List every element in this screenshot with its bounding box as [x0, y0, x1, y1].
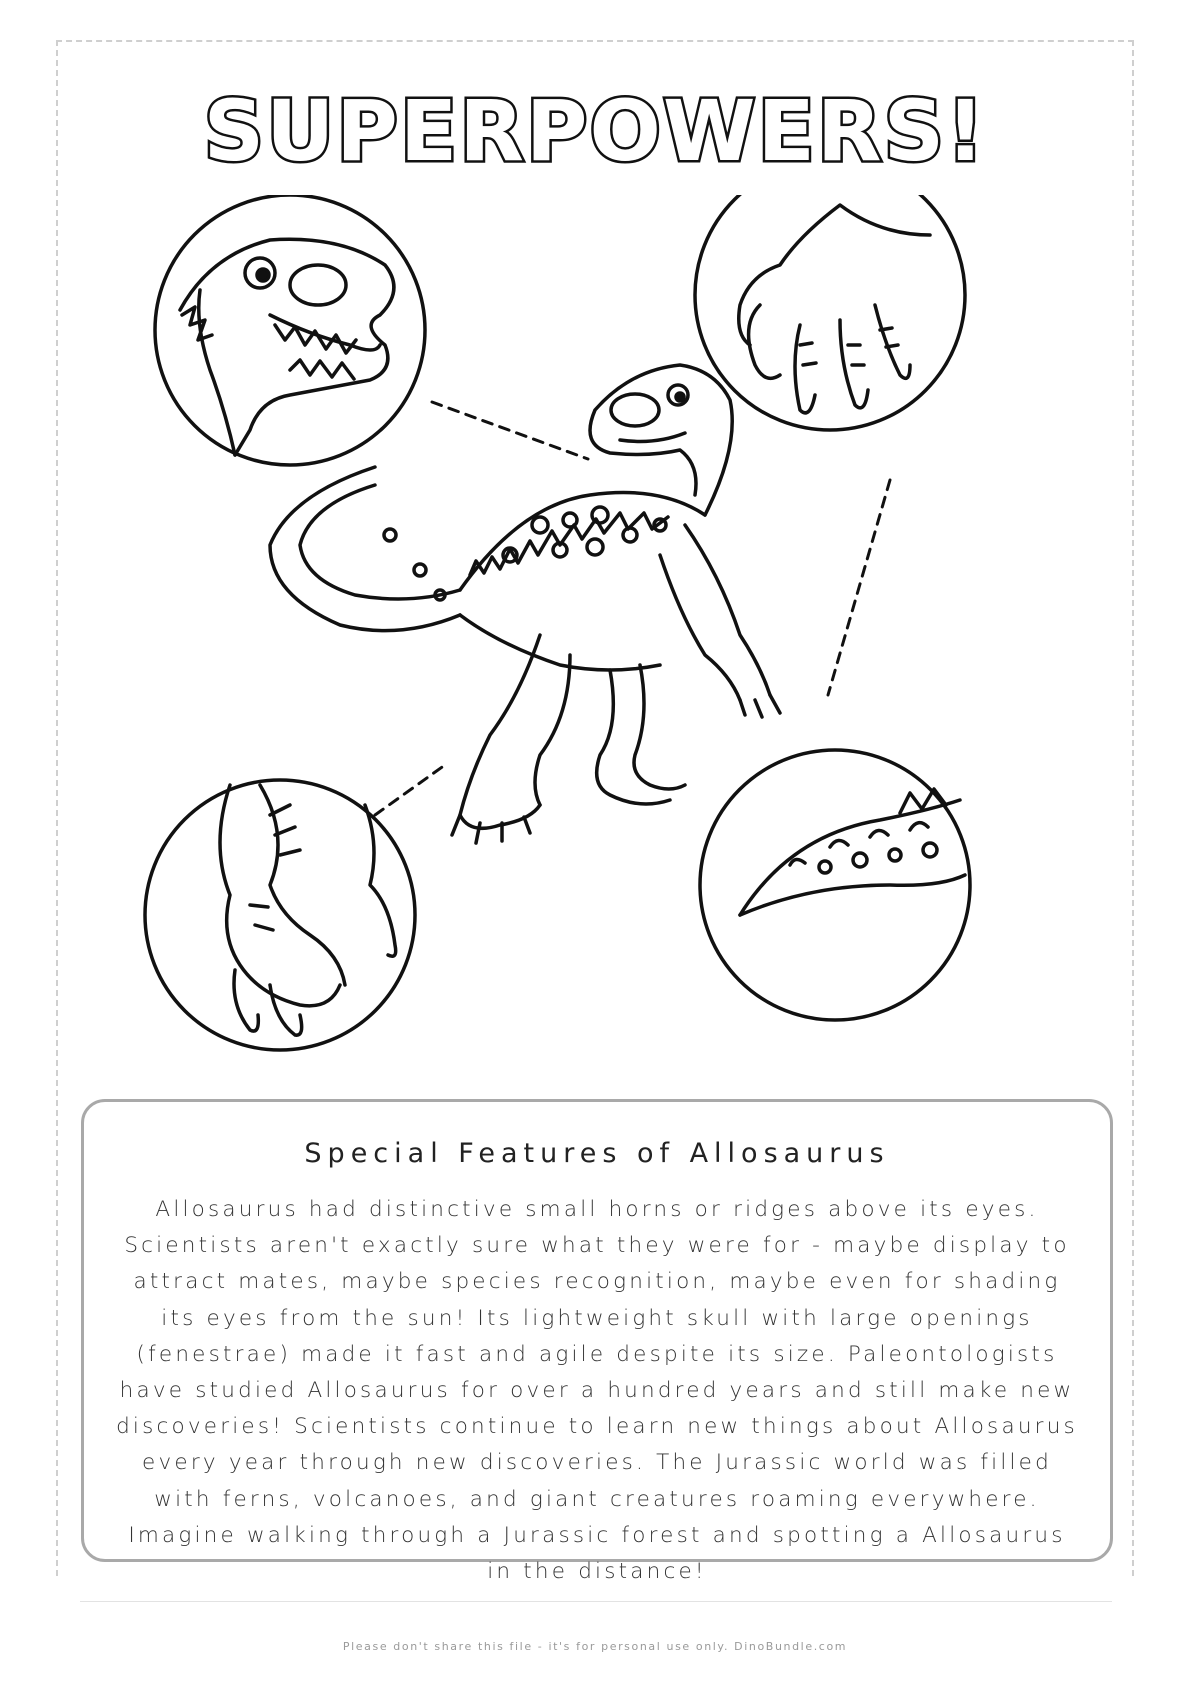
dinosaur-illustration [140, 195, 1060, 1085]
tail-closeup-icon [700, 750, 970, 1020]
head-closeup-icon [155, 195, 425, 465]
allosaurus-coloring-drawing [140, 195, 1060, 1085]
leg-closeup-icon [145, 780, 415, 1050]
connector-claw [828, 480, 890, 695]
footer-divider [80, 1601, 1112, 1602]
title-text: SUPERPOWERS! [203, 82, 987, 180]
info-heading: Special Features of Allosaurus [304, 1138, 890, 1169]
page-title [0, 72, 1190, 182]
title-outline-text [0, 72, 1190, 182]
connector-head [432, 402, 588, 459]
info-body-text: Allosaurus had distinctive small horns or ridges above its eyes. Scientists aren't exactly sure what they were for - maybe display to attract mates, maybe species recognition, maybe even for shading its eyes from the sun! Its lightweight skull with large openings (fenestrae) made it fast and agile despite its size. Paleontologists have studied Allosaurus for over a hundred years and still make new discoveries! Scientists continue to learn new things about Allosaurus every year through new discoveries. The Jurassic world was filled with ferns, volcanoes, and giant creatures roaming everywhere. Imagine walking through a Jurassic forest and spotting a Allosaurus in the distance! [116, 1197, 1078, 1585]
claw-closeup-icon [695, 195, 965, 430]
info-box [81, 1099, 1113, 1585]
footer-note: Please don't share this file - it's for personal use only. DinoBundle.com [342, 1640, 848, 1653]
connector-leg [375, 765, 445, 815]
